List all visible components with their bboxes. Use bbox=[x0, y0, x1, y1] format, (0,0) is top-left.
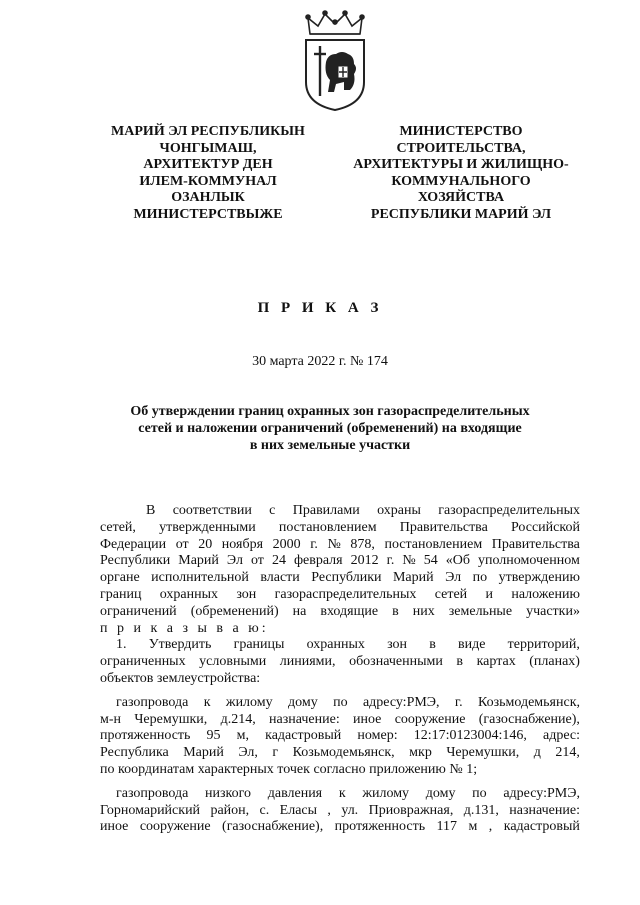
body-word: д.214, bbox=[220, 711, 256, 727]
body-word: жилому bbox=[225, 694, 273, 710]
body-word: д.131, bbox=[463, 802, 499, 818]
header-left-line: МАРИЙ ЭЛ РЕСПУБЛИКЫН bbox=[111, 124, 305, 139]
body-word: протяженность bbox=[100, 728, 191, 744]
body-word: с. bbox=[259, 802, 270, 818]
body-word: Республика bbox=[100, 745, 169, 761]
body-word: адресу:РМЭ, bbox=[503, 785, 580, 801]
body-line bbox=[100, 570, 580, 587]
body-word: условными bbox=[199, 654, 267, 670]
body-line bbox=[100, 762, 580, 779]
body-word: адресу:РМЭ, bbox=[362, 694, 440, 710]
body-word: 95 bbox=[206, 728, 221, 744]
body-word: Эл bbox=[226, 553, 243, 569]
body-word: исполнительной bbox=[151, 570, 249, 586]
body-line bbox=[100, 587, 580, 604]
body-word: м bbox=[468, 819, 478, 835]
body-word: Марий bbox=[392, 570, 434, 586]
body-word: № bbox=[402, 553, 416, 569]
body-word: февраля bbox=[293, 553, 343, 569]
body-word: 214, bbox=[555, 745, 580, 761]
body-word: по bbox=[472, 570, 488, 586]
body-word: иное bbox=[353, 711, 382, 727]
body-word: Правилами bbox=[292, 503, 360, 518]
body-word: зон bbox=[387, 637, 408, 653]
body-word: м, bbox=[236, 728, 250, 744]
header-right-line: МИНИСТЕРСТВО bbox=[399, 124, 523, 139]
body-word: соответствии bbox=[172, 503, 252, 518]
body-word: (газоснабжение), bbox=[222, 819, 324, 835]
body-word: ограниченных bbox=[100, 654, 186, 670]
body-word: Эл bbox=[445, 570, 462, 586]
body-word: в bbox=[456, 654, 464, 670]
body-word: газопровода bbox=[116, 785, 189, 801]
body-word: газопровода bbox=[116, 694, 189, 710]
header-left-line: ЧОНГЫМАШ, bbox=[159, 140, 257, 156]
body-word: дому bbox=[288, 694, 318, 710]
body-word: земельные bbox=[448, 603, 513, 619]
body-word: по bbox=[333, 694, 348, 710]
body-word: Республики bbox=[100, 553, 171, 569]
body-word: жилому bbox=[362, 785, 410, 801]
body-word: , bbox=[327, 802, 331, 818]
body-word: (газоснабжение), bbox=[478, 711, 580, 727]
header-right-russian bbox=[336, 124, 586, 224]
body-line bbox=[100, 503, 580, 520]
body-word: адрес: bbox=[542, 728, 580, 744]
body-word: Правительства bbox=[491, 536, 580, 552]
subject-line: сетей и наложении ограничений (обременений) на входящие bbox=[138, 421, 522, 436]
body-word: ограничений bbox=[100, 603, 177, 619]
body-word: газораспределительных bbox=[438, 503, 580, 518]
body-word: г. bbox=[386, 553, 395, 569]
body-word: кадастровый bbox=[265, 728, 342, 744]
header-left-mari bbox=[98, 124, 318, 224]
body-word: ноября bbox=[221, 536, 264, 552]
body-line bbox=[100, 695, 580, 712]
body-word: Марий bbox=[183, 745, 224, 761]
body-word: кадастровый bbox=[503, 819, 580, 835]
body-line bbox=[100, 819, 580, 836]
body-word: давления bbox=[267, 785, 323, 801]
body-word: мкр bbox=[409, 745, 432, 761]
body-line bbox=[100, 553, 580, 570]
header-left-line: АРХИТЕКТУР ДЕН bbox=[143, 157, 273, 173]
header-left-line: МИНИСТЕРСТВЫЖЕ bbox=[133, 206, 283, 222]
body-word: в bbox=[392, 603, 399, 619]
body-word: территорий, bbox=[507, 637, 580, 653]
body-word: низкого bbox=[205, 785, 252, 801]
body-word: к bbox=[338, 785, 346, 801]
body-word: Горномарийский bbox=[100, 802, 201, 818]
body-word: Российской bbox=[510, 519, 580, 535]
body-word: зон bbox=[236, 586, 257, 602]
header-right-line: АРХИТЕКТУРЫ И ЖИЛИЩНО- bbox=[353, 157, 569, 173]
body-word: г bbox=[272, 745, 279, 761]
body-line-text: по координатам характерных точек согласно приложению № 1; bbox=[100, 761, 478, 777]
decree-word: п р и к а з ы в а ю: bbox=[100, 620, 269, 636]
body-word: охранных bbox=[159, 586, 219, 602]
body-word: линиями, bbox=[279, 654, 336, 670]
header-right-line: КОММУНАЛЬНОГО bbox=[391, 173, 531, 189]
body-word: (планах) bbox=[529, 654, 580, 670]
body-word: них bbox=[412, 603, 435, 619]
body-word: назначение: bbox=[509, 802, 580, 818]
paragraph-gap bbox=[100, 688, 580, 695]
body-word: от bbox=[175, 536, 189, 552]
body-line bbox=[100, 520, 580, 537]
body-word: Эл, bbox=[238, 745, 258, 761]
body-word: на bbox=[292, 603, 307, 619]
body-line-text: объектов землеустройства: bbox=[100, 670, 261, 686]
body-word: газораспределительных bbox=[274, 586, 417, 602]
body-word: 24 bbox=[271, 553, 286, 569]
body-word: 1. bbox=[116, 637, 127, 653]
body-word: наложению bbox=[511, 586, 580, 602]
body-line bbox=[100, 654, 580, 671]
body-word: 20 bbox=[198, 536, 213, 552]
body-word: г. bbox=[310, 536, 318, 552]
body-word: ул. bbox=[341, 802, 359, 818]
body-word: входящие bbox=[320, 603, 379, 619]
body-word: охраны bbox=[377, 503, 421, 518]
header-right-line: СТРОИТЕЛЬСТВА, bbox=[396, 140, 526, 156]
body-word: участки» bbox=[526, 603, 580, 619]
body-word: Приовражная, bbox=[368, 802, 454, 818]
body-line bbox=[100, 671, 580, 688]
body-word: и bbox=[485, 586, 494, 602]
subject-line: в них земельные участки bbox=[249, 438, 411, 453]
body-word: Утвердить bbox=[148, 637, 212, 653]
body-word: охранных bbox=[306, 637, 365, 653]
body-word: номер: bbox=[357, 728, 398, 744]
order-subject bbox=[100, 403, 560, 454]
body-line bbox=[100, 537, 580, 554]
body-word: протяженность bbox=[334, 819, 426, 835]
body-line bbox=[100, 712, 580, 729]
body-word: постановлением bbox=[278, 519, 377, 535]
body-word: Козьмодемьянск, bbox=[477, 694, 580, 710]
body-line bbox=[100, 604, 580, 621]
body-line bbox=[100, 637, 580, 654]
body-word: г. bbox=[454, 694, 463, 710]
body-word: 2000 bbox=[272, 536, 301, 552]
body-word: с bbox=[269, 503, 276, 518]
body-word: Федерации bbox=[100, 536, 167, 552]
body-word: Правительства bbox=[399, 519, 488, 535]
order-date-number: 30 марта 2022 г. № 174 bbox=[252, 354, 388, 369]
body-word: 117 bbox=[436, 819, 458, 835]
body-word: 878, bbox=[350, 536, 375, 552]
body-word: (обременений) bbox=[190, 603, 279, 619]
body-word: сетей, bbox=[100, 519, 136, 535]
body-word: дому bbox=[425, 785, 456, 801]
header-left-line: ИЛЕМ-КОММУНАЛ bbox=[139, 173, 277, 189]
body-word: № bbox=[327, 536, 341, 552]
body-word: в bbox=[429, 637, 436, 653]
body-word: , bbox=[488, 819, 493, 835]
body-word: «Об bbox=[445, 553, 470, 569]
body-word: Республики bbox=[311, 570, 382, 586]
body-word: назначение: bbox=[269, 711, 340, 727]
body-line bbox=[100, 728, 580, 745]
body-word: иное bbox=[100, 819, 129, 835]
body-word: сооружение bbox=[139, 819, 211, 835]
header-right-line: ХОЗЯЙСТВА bbox=[417, 190, 505, 206]
body-word: м-н bbox=[100, 711, 122, 727]
body-word: виде bbox=[458, 637, 486, 653]
subject-line: Об утверждении границ охранных зон газораспределительных bbox=[130, 404, 530, 419]
body-line bbox=[100, 786, 580, 803]
body-word: сооружение bbox=[394, 711, 466, 727]
body-line bbox=[100, 803, 580, 820]
body-line-decree bbox=[100, 621, 580, 638]
body-word: к bbox=[203, 694, 211, 710]
body-word: Козьмодемьянск, bbox=[292, 745, 395, 761]
body-word: Черемушки, bbox=[134, 711, 208, 727]
body-word: 2012 bbox=[350, 553, 379, 569]
body-word: власти bbox=[260, 570, 300, 586]
document-title: П Р И К А З bbox=[257, 300, 383, 316]
body-word: Марий bbox=[178, 553, 219, 569]
header-right-line: РЕСПУБЛИКИ МАРИЙ ЭЛ bbox=[370, 206, 552, 222]
body-word: картах bbox=[476, 654, 516, 670]
body-word: по bbox=[472, 785, 487, 801]
body-word: постановлением bbox=[384, 536, 483, 552]
body-word: утверждению bbox=[498, 570, 580, 586]
body-word: район, bbox=[210, 802, 250, 818]
body-word: обозначенными bbox=[349, 654, 443, 670]
body-word: границ bbox=[100, 586, 142, 602]
body-word: 12:17:0123004:146, bbox=[413, 728, 527, 744]
coat-of-arms-emblem bbox=[298, 10, 372, 112]
body-word: границы bbox=[233, 637, 285, 653]
body-line bbox=[100, 745, 580, 762]
body-word: уполномоченном bbox=[477, 553, 580, 569]
paragraph-gap bbox=[100, 779, 580, 786]
body-word: сетей bbox=[434, 586, 468, 602]
order-body bbox=[100, 503, 580, 836]
body-word: утвержденными bbox=[159, 519, 256, 535]
body-word: от bbox=[250, 553, 264, 569]
body-word: Черемушки, bbox=[446, 745, 520, 761]
header-left-line: ОЗАНЛЫК bbox=[171, 190, 245, 206]
body-word: 54 bbox=[423, 553, 438, 569]
body-word: органе bbox=[100, 570, 140, 586]
body-word: Еласы bbox=[279, 802, 318, 818]
body-word: д bbox=[533, 745, 541, 761]
body-word: В bbox=[146, 503, 156, 518]
